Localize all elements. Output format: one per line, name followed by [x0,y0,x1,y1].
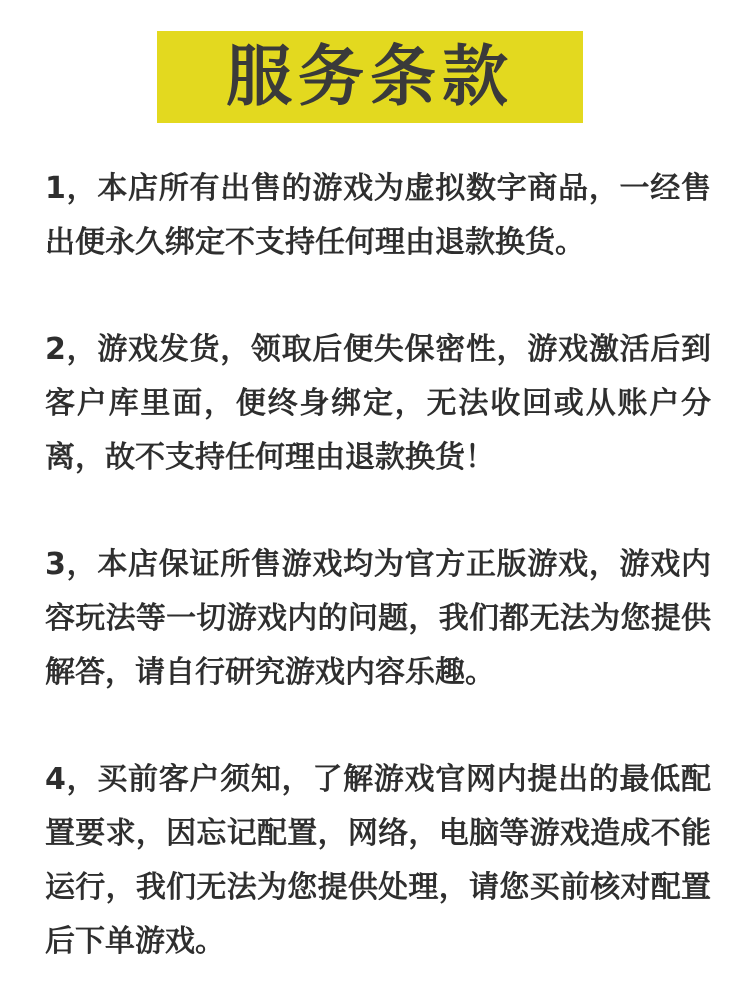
terms-list [45,162,711,969]
terms-clause-3: 3，本店保证所售游戏均为官方正版游戏，游戏内容玩法等一切游戏内的问题，我们都无法为您提供解答，请自行研究游戏内容乐趣。 [45,547,711,690]
terms-clause-4: 4，买前客户须知，了解游戏官网内提出的最低配置要求，因忘记配置，网络，电脑等游戏造成不能运行，我们无法为您提供处理，请您买前核对配置后下单游戏。 [45,762,711,959]
title-banner [157,31,583,123]
terms-clause-1: 1，本店所有出售的游戏为虚拟数字商品，一经售出便永久绑定不支持任何理由退款换货。 [45,171,711,260]
terms-clause-2: 2，游戏发货，领取后便失保密性，游戏激活后到客户库里面，便终身绑定，无法收回或从账户分离，故不支持任何理由退款换货！ [45,332,711,475]
page-title: 服务条款 [226,38,514,115]
